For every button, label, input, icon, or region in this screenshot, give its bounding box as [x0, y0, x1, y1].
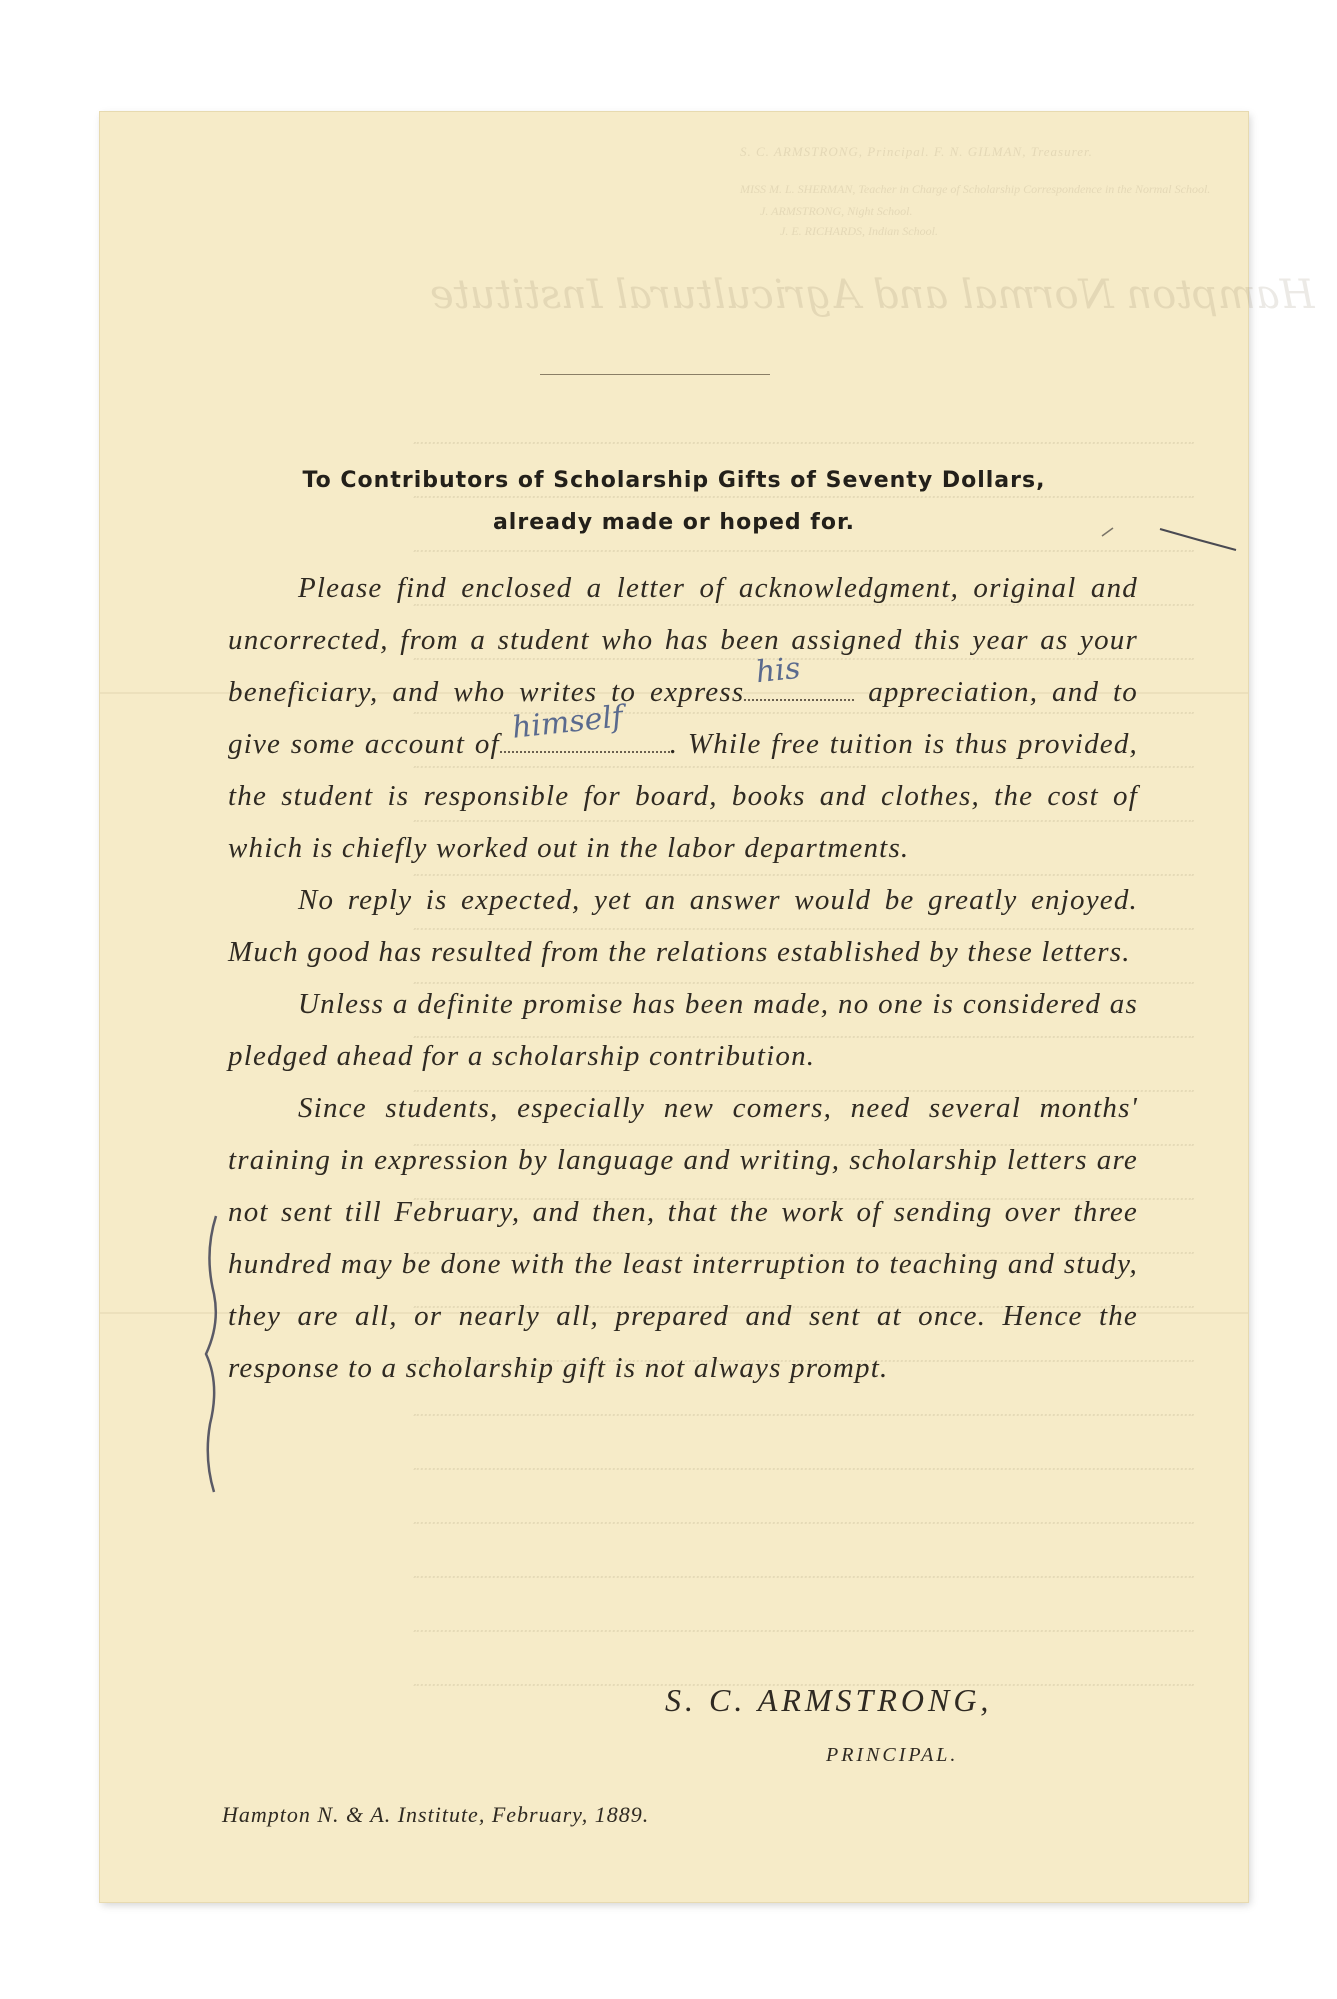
show-through-letterhead: Hampton Normal and Agricultural Institute — [430, 272, 1315, 318]
paragraph-1-text-b: appreciation, and to give some account of — [228, 676, 1139, 760]
heading-line-2: already made or hoped for. — [492, 510, 856, 535]
handwritten-pronoun: his — [754, 650, 803, 691]
dateline: Hampton N. & A. Institute, February, 1889. — [222, 1802, 650, 1827]
show-through-staff-line: MISS M. L. SHERMAN, Teacher in Charge of Scholarship Correspondence in the Normal School. — [740, 182, 1211, 196]
handwritten-reflexive: himself — [510, 699, 625, 746]
paragraph-3: Unless a definite promise has been made, no one is considered as pledged ahead for a scholarship contribution. — [228, 988, 1138, 1072]
letter-sheet — [100, 112, 1315, 1902]
heading-line-1: To Contributors of Scholarship Gifts of Seventy Dollars, — [302, 468, 1046, 493]
letter-body — [228, 562, 1138, 1394]
paragraph-1-text-c: . While free tuition is thus provided, the student is responsible for board, books and clothes, the cost of which is chiefly worked out in the labor departments. — [228, 728, 1138, 864]
divider-rule — [540, 374, 770, 375]
show-through-staff-line: J. E. RICHARDS, Indian School. — [780, 224, 938, 238]
reflexive-blank — [500, 699, 670, 753]
pencil-bracket-mark — [198, 1214, 228, 1494]
signature-title: PRINCIPAL. — [826, 1744, 959, 1766]
paragraph-1 — [228, 562, 1138, 874]
pronoun-blank — [744, 650, 854, 701]
signature-name: S. C. ARMSTRONG, — [665, 1682, 993, 1718]
paragraph-4: Since students, especially new comers, need several months' training in expression by language and writing, scholarship letters are not sent till February, and then, that the work of sending over three hundred may be done with the least interruption to teaching and study, they are all, or nearly all, prepared and sent at once. Hence the response to a scholarship gift is not always prompt. — [228, 1092, 1138, 1384]
show-through-staff-line: J. ARMSTRONG, Night School. — [760, 204, 913, 218]
paragraph-2: No reply is expected, yet an answer would be greatly enjoyed. Much good has resulted from the relations established by these letters. — [228, 884, 1138, 968]
show-through-staff-line: S. C. ARMSTRONG, Principal. F. N. GILMAN, Treasurer. — [740, 144, 1093, 159]
paragraph-1-text-a: Please find enclosed a letter of acknowledgment, original and uncorrected, from a student who has been assigned this year as your beneficiary, and who writes to express — [228, 572, 1138, 708]
